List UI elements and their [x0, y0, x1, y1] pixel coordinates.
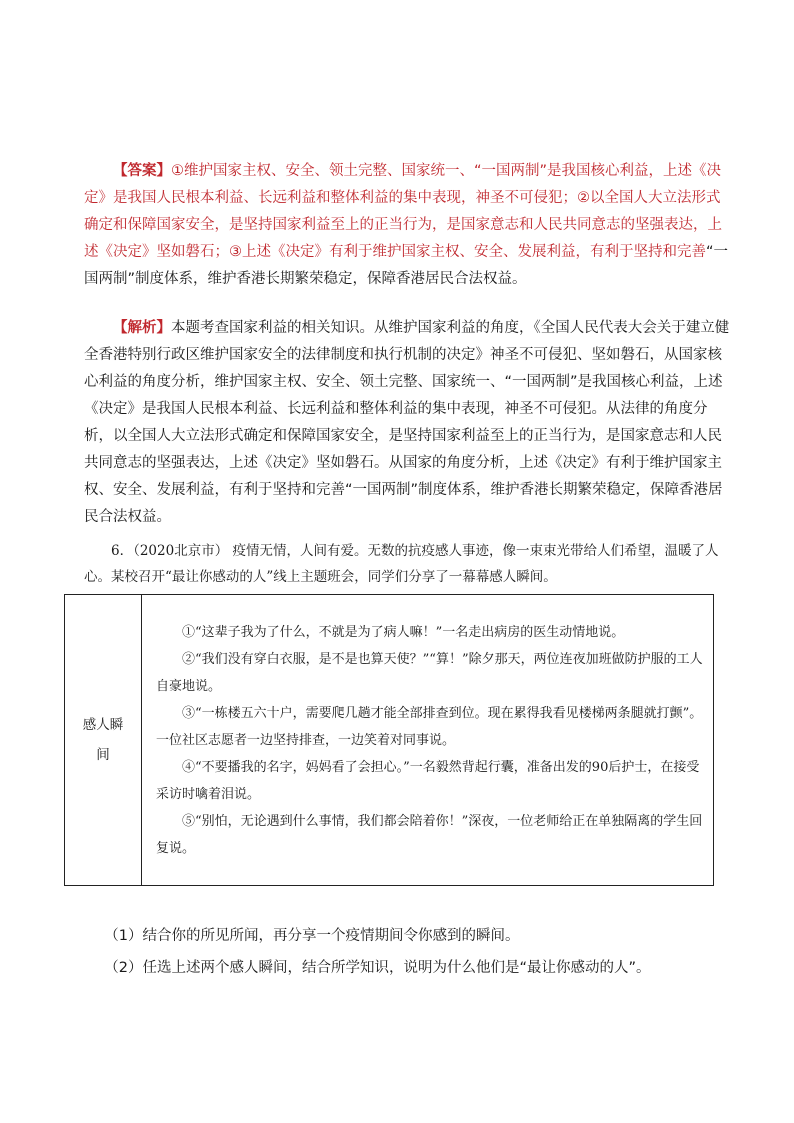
- table-content-cell: [142, 595, 714, 886]
- story-item: ②“我们没有穿白衣服，是不是也算天使？”“算！”除夕那天，两位连夜加班做防护服的工人自豪地说。: [156, 651, 703, 694]
- story-item: ③“一栋楼五六十户，需要爬几趟才能全部排查到位。现在累得我看见楼梯两条腿就打颤”。一位社区志愿者一边坚持排查，一边笑着对同事说。: [156, 705, 703, 748]
- answer-section: [84, 158, 734, 293]
- answer-text-1: ①维护国家主权、安全、领土完整、国家统一、“一国两制”是我国核心利益，上述《决定》是我国人民根本利益、长远利益和整体利益的集中表现，神圣不可侵犯；②以全国人大立法形式确定和保障国家安全，是坚持国家利益至上的正当行为，是国家意志和人民共同意志的坚强表达，上述《决定》坚如磐石；: [84, 163, 722, 260]
- sub-question-2: （2）任选上述两个感人瞬间，结合所学知识，说明为什么他们是“最让你感动的人”。: [104, 960, 651, 976]
- table-label-cell: [65, 595, 142, 886]
- story-item: ④“不要播我的名字，妈妈看了会担心。”一名毅然背起行囊，准备出发的90后护士，在接受采访时噙着泪说。: [156, 759, 700, 802]
- sub-questions: [84, 920, 734, 984]
- answer-text-3: “一国两制”制度体系，维护香港长期繁荣稳定，保障香港居民合法权益。: [84, 244, 729, 287]
- answer-paragraph: [84, 158, 734, 293]
- stories-table: [64, 594, 714, 886]
- story-item: ①“这辈子我为了什么，不就是为了病人嘛！”一名走出病房的医生动情地说。: [182, 624, 625, 640]
- answer-tag: 【答案】: [113, 163, 171, 179]
- analysis-section: [84, 315, 734, 531]
- question-6-intro: 6．（2020北京市） 疫情无情，人间有爱。无数的抗疫感人事迹，像一束束光带给人们希望，温暖了人心。某校召开“最让你感动的人”线上主题班会，同学们分享了一幕幕感人瞬间。: [84, 543, 719, 585]
- table-label: 感人瞬间: [82, 717, 124, 763]
- analysis-paragraph: [84, 315, 734, 531]
- sub-question-1: （1）结合你的所见所闻，再分享一个疫情期间令你感到的瞬间。: [104, 928, 520, 944]
- analysis-text: 本题考查国家利益的相关知识。从维护国家利益的角度，《全国人民代表大会关于建立健全香港特别行政区维护国家安全的法律制度和执行机制的决定》神圣不可侵犯、坚如磐石，从国家核心利益的角度分析，维护国家主权、安全、领土完整、国家统一、“一国两制”是我国核心利益，上述《决定》是我国人民根本利益、长远利益和整体利益的集中表现，神圣不可侵犯。从法律的角度分析，以全国人大立法形式确定和保障国家安全，是坚持国家利益至上的正当行为，是国家意志和人民共同意志的坚强表达，上述《决定》坚如磐石。从国家的角度分析，上述《决定》有利于维护国家主权、安全、发展利益，有利于坚持和完善“一国两制”制度体系，维护香港长期繁荣稳定，保障香港居民合法权益。: [84, 320, 730, 525]
- story-item: ⑤“别怕，无论遇到什么事情，我们都会陪着你！”深夜，一位老师给正在单独隔离的学生回复说。: [156, 813, 703, 856]
- analysis-tag: 【解析】: [113, 320, 171, 336]
- answer-text-2: ③上述《决定》有利于维护国家主权、安全、发展利益，有利于坚持和完善: [229, 244, 706, 260]
